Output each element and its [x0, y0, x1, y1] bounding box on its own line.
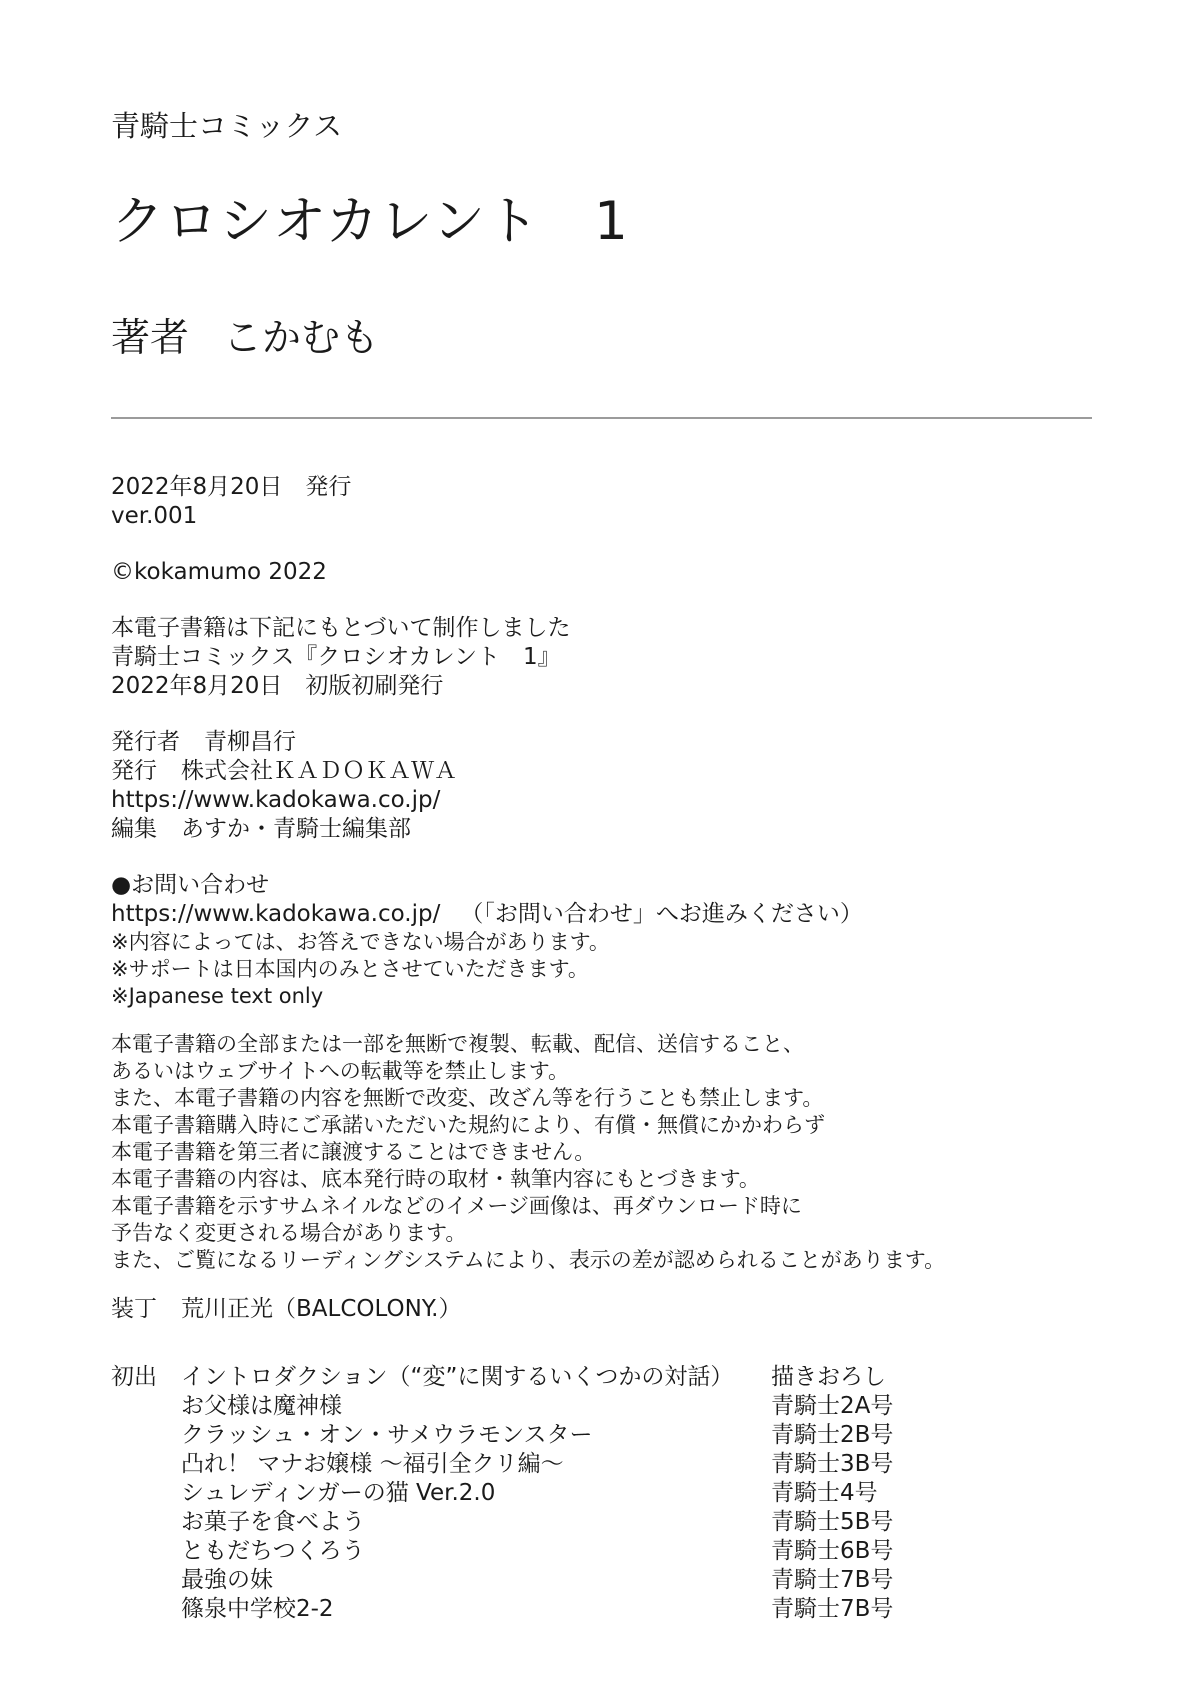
author-line	[111, 315, 379, 363]
company-name: 株式会社ＫＡＤＯＫＡＷＡ	[181, 758, 457, 784]
work-title: 最強の妹	[181, 1567, 273, 1593]
inquiry-note: ※Japanese text only	[111, 984, 324, 1008]
basis-line-3: 2022年8月20日 初版初刷発行	[111, 673, 444, 699]
legal-line: また、本電子書籍の内容を無断で改変、改ざん等を行うことも禁止します。	[111, 1086, 824, 1110]
publisher-line	[111, 728, 1101, 757]
author-name: こかむも	[223, 316, 380, 361]
inquiry-heading: ●お問い合わせ	[111, 872, 270, 898]
basis-line-2: 青騎士コミックス『クロシオカレント 1』	[111, 644, 561, 670]
legal-line: あるいはウェブサイトへの転載等を禁止します。	[111, 1059, 570, 1083]
list-item	[181, 1479, 961, 1508]
work-title: ともだちつくろう	[181, 1538, 365, 1564]
design-label: 装丁	[111, 1296, 157, 1322]
legal-line: 本電子書籍購入時にご承諾いただいた規約により、有償・無償にかかわらず	[111, 1113, 825, 1137]
work-source: 青騎士3B号	[771, 1451, 894, 1477]
list-item	[181, 1566, 961, 1595]
work-title: お父様は魔神様	[181, 1393, 342, 1419]
work-title: お菓子を食べよう	[181, 1509, 365, 1535]
legal-line: 本電子書籍の内容は、底本発行時の取材・執筆内容にもとづきます。	[111, 1167, 760, 1191]
version: ver.001	[111, 503, 198, 529]
list-item	[181, 1595, 961, 1624]
work-source: 青騎士4号	[771, 1480, 878, 1506]
list-item	[181, 1421, 961, 1450]
basis-line-1: 本電子書籍は下記にもとづいて制作しました	[111, 615, 571, 641]
list-item	[181, 1392, 961, 1421]
first-appearance-label: 初出	[111, 1364, 157, 1390]
work-title: 凸れ！ マナお嬢様 〜福引全クリ編〜	[181, 1451, 564, 1477]
legal-line: 本電子書籍を示すサムネイルなどのイメージ画像は、再ダウンロード時に	[111, 1194, 802, 1218]
legal-line: 本電子書籍の全部または一部を無断で複製、転載、配信、送信すること、	[111, 1032, 804, 1056]
work-title: 篠泉中学校2-2	[181, 1596, 334, 1622]
editor-name: あすか・青騎士編集部	[181, 816, 411, 842]
work-source: 青騎士6B号	[771, 1538, 894, 1564]
inquiry-note: ※サポートは日本国内のみとさせていただきます。	[111, 957, 589, 981]
first-appearance-list	[181, 1363, 961, 1624]
list-item	[181, 1508, 961, 1537]
legal-line: また、ご覧になるリーディングシステムにより、表示の差が認められることがあります。	[111, 1248, 946, 1272]
work-title: クラッシュ・オン・サメウラモンスター	[181, 1422, 593, 1448]
legal-line: 本電子書籍を第三者に譲渡することはできません。	[111, 1140, 596, 1164]
publisher-name: 青柳昌行	[204, 729, 296, 755]
design-name: 荒川正光（BALCOLONY.）	[181, 1296, 462, 1322]
work-title: シュレディンガーの猫 Ver.2.0	[181, 1480, 496, 1506]
work-source: 青騎士7B号	[771, 1567, 894, 1593]
inquiry-url-link[interactable]: https://www.kadokawa.co.jp/	[111, 901, 441, 927]
inquiry-url-line	[111, 900, 1101, 929]
author-role: 著者	[111, 316, 190, 361]
list-item	[181, 1537, 961, 1566]
work-title: イントロダクション（“変”に関するいくつかの対話）	[181, 1364, 734, 1390]
work-source: 青騎士5B号	[771, 1509, 894, 1535]
inquiry-note: ※内容によっては、お答えできない場合があります。	[111, 930, 610, 954]
copyright: ©kokamumo 2022	[111, 559, 327, 585]
publication-date: 2022年8月20日 発行	[111, 474, 352, 500]
imprint-label: 青騎士コミックス	[111, 109, 343, 143]
editor-label: 編集	[111, 816, 157, 842]
publisher-label: 発行者	[111, 729, 180, 755]
colophon-body	[111, 473, 1101, 1324]
work-source: 青騎士2A号	[771, 1393, 894, 1419]
work-source: 青騎士2B号	[771, 1422, 894, 1448]
company-url-link[interactable]: https://www.kadokawa.co.jp/	[111, 787, 441, 813]
inquiry-url-note: （「お問い合わせ」へお進みください）	[460, 901, 863, 927]
book-title: クロシオカレント 1	[111, 191, 629, 252]
list-item	[181, 1363, 961, 1392]
company-line	[111, 757, 1101, 786]
legal-line: 予告なく変更される場合があります。	[111, 1221, 467, 1245]
company-label: 発行	[111, 758, 157, 784]
divider	[111, 417, 1092, 419]
design-line	[111, 1295, 1101, 1324]
work-source: 青騎士7B号	[771, 1596, 894, 1622]
list-item	[181, 1450, 961, 1479]
editor-line	[111, 815, 1101, 844]
work-source: 描きおろし	[771, 1364, 886, 1390]
